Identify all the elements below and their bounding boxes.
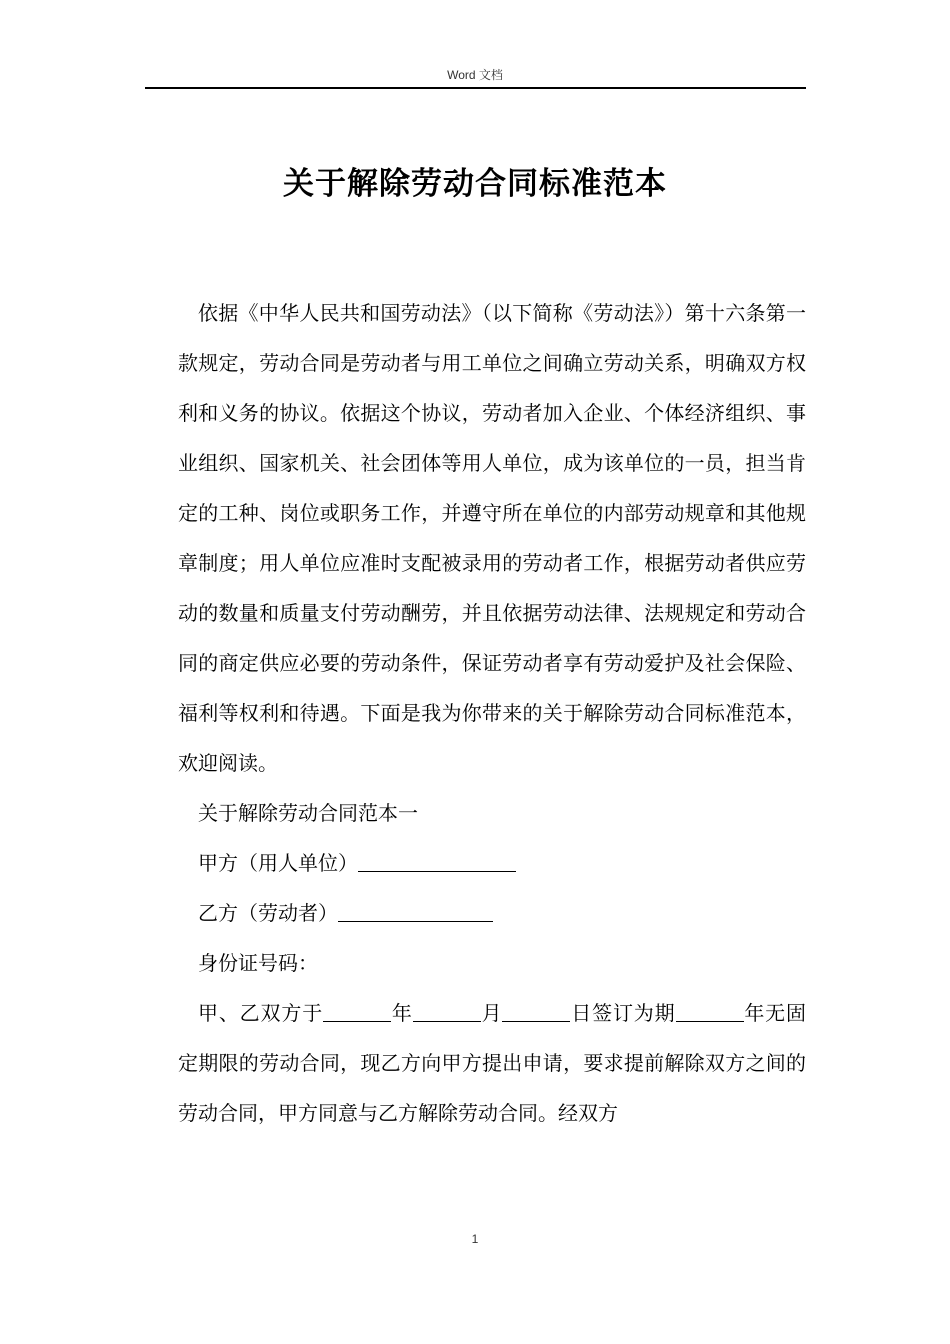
page-number: 1 <box>471 1232 479 1246</box>
party-b-line <box>178 888 806 938</box>
day-blank <box>502 1000 570 1022</box>
clause-prefix: 甲、乙双方于 <box>198 1001 324 1025</box>
clause-month-label: 月 <box>480 1001 503 1025</box>
party-a-label: 甲方（用人单位） <box>198 851 358 875</box>
clause-year-label: 年 <box>391 1001 413 1025</box>
header-divider <box>145 87 806 89</box>
id-number-label: 身份证号码： <box>198 951 318 975</box>
clause-rest: 年无固定期限的劳动合同，现乙方向甲方提出申请，要求提前解除双方之间的劳动合同，甲方同意与乙方解除劳动合同。经双方 <box>178 1001 807 1125</box>
intro-paragraph: 依据《中华人民共和国劳动法》（以下简称《劳动法》）第十六条第一款规定，劳动合同是劳动者与用工单位之间确立劳动关系，明确双方权利和义务的协议。依据这个协议，劳动者加入企业、个体经济组织、事业组织、国家机关、社会团体等用人单位，成为该单位的一员，担当肯定的工种、岗位或职务工作，并遵守所在单位的内部劳动规章和其他规章制度；用人单位应准时支配被录用的劳动者工作，根据劳动者供应劳动的数量和质量支付劳动酬劳，并且依据劳动法律、法规规定和劳动合同的商定供应必要的劳动条件，保证劳动者享有劳动爱护及社会保险、福利等权利和待遇。下面是我为你带来的关于解除劳动合同标准范本，欢迎阅读。 <box>178 301 806 775</box>
agreement-clause <box>178 988 806 1138</box>
id-number-line <box>178 938 806 988</box>
term-blank <box>676 1000 744 1022</box>
clause-day-signed-label: 日签订为期 <box>570 1001 676 1025</box>
party-a-line <box>178 838 806 888</box>
party-b-label: 乙方（劳动者） <box>198 901 338 925</box>
month-blank <box>413 1000 481 1022</box>
party-b-blank <box>338 900 493 922</box>
document-body <box>178 288 806 1138</box>
party-a-blank <box>358 850 516 872</box>
page-header-label: Word 文档 <box>447 68 503 82</box>
year-blank <box>323 1000 391 1022</box>
sample-heading: 关于解除劳动合同范本一 <box>198 801 418 825</box>
document-title: 关于解除劳动合同标准范本 <box>283 166 667 202</box>
